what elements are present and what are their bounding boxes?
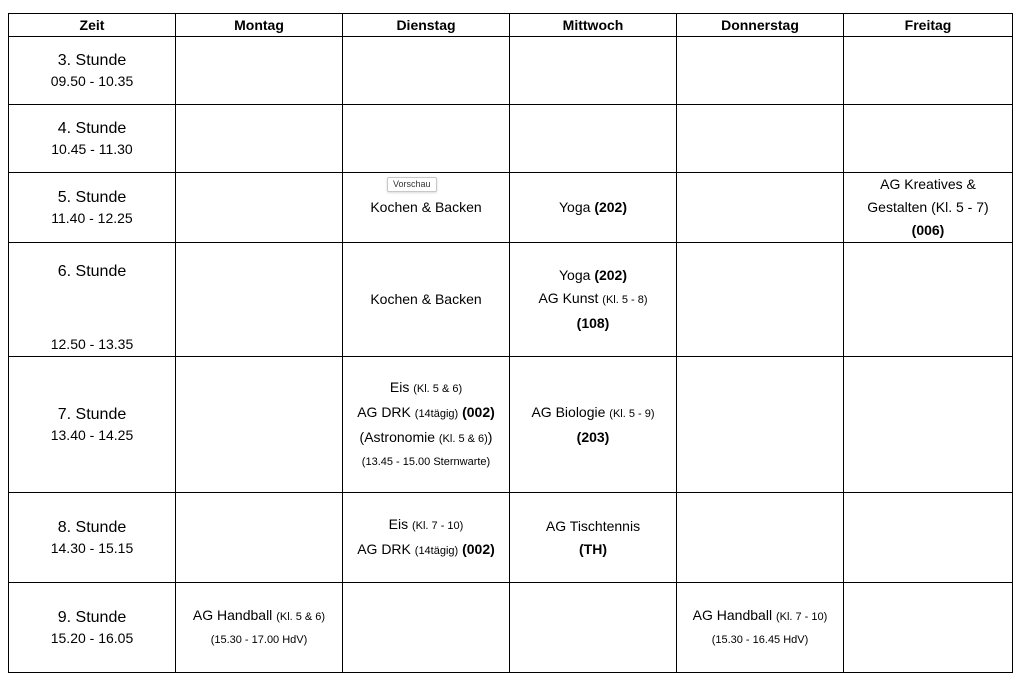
time-cell	[9, 583, 176, 673]
course-time-note: (15.30 - 17.00 HdV)	[210, 634, 308, 646]
time-cell	[9, 243, 176, 357]
cell-mittwoch	[510, 493, 677, 583]
class-range: (Kl. 5 - 9)	[609, 407, 655, 420]
cell-donnerstag	[677, 493, 844, 583]
cell-dienstag	[343, 493, 510, 583]
cell-donnerstag	[677, 37, 844, 105]
cell-montag	[176, 243, 343, 357]
timetable	[8, 13, 1013, 673]
row-period-7	[9, 357, 1013, 493]
room-number: (006)	[911, 222, 945, 238]
cell-dienstag	[343, 37, 510, 105]
period-time: 13.40 - 14.25	[50, 427, 134, 443]
course-name: Yoga	[559, 199, 591, 215]
cell-donnerstag	[677, 105, 844, 173]
period-time: 14.30 - 15.15	[50, 540, 134, 556]
class-range: (Kl. 7 - 10)	[775, 611, 828, 623]
course-kochen-backen: Kochen & Backen	[370, 291, 482, 307]
row-period-8	[9, 493, 1013, 583]
cell-freitag	[844, 173, 1013, 243]
period-label: 5. Stunde	[57, 189, 127, 206]
header-mittwoch: Mittwoch	[510, 14, 677, 37]
course-name: AG DRK	[357, 540, 411, 557]
cell-freitag	[844, 583, 1013, 673]
period-label: 9. Stunde	[57, 609, 127, 626]
cell-freitag	[844, 105, 1013, 173]
frequency-note: (14tägig)	[414, 408, 459, 420]
header-row	[9, 14, 1013, 37]
cell-dienstag	[343, 583, 510, 673]
course-ag-drk	[345, 401, 507, 426]
cell-freitag	[844, 493, 1013, 583]
class-range: (Kl. 5 & 6)	[276, 611, 326, 623]
cell-donnerstag	[677, 173, 844, 243]
class-range: (Kl. 7 - 10)	[411, 519, 464, 532]
cell-montag	[176, 357, 343, 493]
course-ag-tischtennis: AG Tischtennis	[545, 517, 641, 534]
course-name: Eis	[389, 379, 410, 395]
cell-mittwoch	[510, 357, 677, 493]
course-astronomie: (Astronomie (Kl. 5 & 6))	[359, 429, 493, 445]
course-ag-handball	[679, 604, 841, 629]
row-period-4	[9, 105, 1013, 173]
period-label: 7. Stunde	[57, 406, 127, 423]
cell-freitag	[844, 357, 1013, 493]
course-name: AG Biologie	[531, 403, 606, 420]
course-ag-biologie	[512, 401, 674, 426]
header-zeit: Zeit	[9, 14, 176, 37]
room-number: (TH)	[579, 540, 607, 557]
time-cell	[9, 493, 176, 583]
time-cell	[9, 357, 176, 493]
cell-mittwoch	[510, 243, 677, 357]
time-cell	[9, 173, 176, 243]
cell-montag	[176, 105, 343, 173]
course-ag-kreatives-line2: Gestalten (Kl. 5 - 7)	[867, 199, 989, 215]
class-range: (Kl. 5 & 6)	[438, 433, 488, 445]
preview-tooltip: Vorschau	[387, 177, 437, 192]
period-time: 11.40 - 12.25	[51, 210, 133, 226]
course-yoga	[512, 196, 674, 219]
time-cell	[9, 105, 176, 173]
cell-mittwoch	[510, 173, 677, 243]
cell-donnerstag	[677, 583, 844, 673]
time-cell	[9, 37, 176, 105]
cell-donnerstag	[677, 357, 844, 493]
course-ag-kunst	[512, 287, 674, 312]
period-time: 12.50 - 13.35	[50, 336, 134, 352]
period-time: 15.20 - 16.05	[50, 630, 134, 646]
header-dienstag: Dienstag	[343, 14, 510, 37]
cell-mittwoch	[510, 583, 677, 673]
room-number: (002)	[462, 404, 495, 420]
course-name: Eis	[388, 515, 409, 532]
cell-mittwoch	[510, 105, 677, 173]
course-eis	[345, 376, 507, 401]
row-period-3	[9, 37, 1013, 105]
header-montag: Montag	[176, 14, 343, 37]
cell-dienstag	[343, 357, 510, 493]
class-range: (Kl. 5 - 8)	[602, 294, 648, 306]
course-ag-drk	[345, 538, 507, 563]
room-number: (202)	[594, 199, 627, 215]
room-number: (108)	[576, 315, 610, 331]
cell-freitag	[844, 243, 1013, 357]
room-number: (203)	[576, 428, 610, 445]
row-period-6	[9, 243, 1013, 357]
course-kochen-backen: Kochen & Backen	[370, 199, 482, 215]
course-time-note: (15.30 - 16.45 HdV)	[711, 634, 809, 646]
cell-donnerstag	[677, 243, 844, 357]
cell-dienstag	[343, 105, 510, 173]
course-name: AG Kunst	[538, 290, 599, 306]
cell-montag	[176, 493, 343, 583]
header-donnerstag: Donnerstag	[677, 14, 844, 37]
course-yoga	[512, 264, 674, 287]
period-label: 3. Stunde	[57, 52, 127, 69]
course-eis	[345, 513, 507, 538]
course-name: Yoga	[559, 267, 591, 283]
cell-montag	[176, 583, 343, 673]
period-time: 10.45 - 11.30	[51, 141, 133, 157]
period-label: 4. Stunde	[57, 120, 127, 137]
cell-mittwoch	[510, 37, 677, 105]
cell-dienstag	[343, 243, 510, 357]
room-number: (002)	[462, 540, 495, 557]
cell-montag	[176, 37, 343, 105]
course-ag-kreatives-line1: AG Kreatives &	[880, 176, 976, 192]
course-name: AG Handball	[692, 607, 773, 623]
row-period-9	[9, 583, 1013, 673]
period-label: 8. Stunde	[57, 519, 127, 536]
period-label: 6. Stunde	[57, 263, 127, 280]
cell-freitag	[844, 37, 1013, 105]
row-period-5	[9, 173, 1013, 243]
course-name: AG DRK	[357, 404, 411, 420]
header-freitag: Freitag	[844, 14, 1013, 37]
cell-dienstag	[343, 173, 510, 243]
cell-montag	[176, 173, 343, 243]
frequency-note: (14tägig)	[414, 544, 459, 557]
course-ag-handball	[178, 604, 340, 629]
room-number: (202)	[594, 267, 627, 283]
course-name: AG Handball	[192, 607, 273, 623]
class-range: (Kl. 5 & 6)	[413, 383, 463, 395]
course-time-note: (13.45 - 15.00 Sternwarte)	[361, 456, 491, 468]
period-time: 09.50 - 10.35	[50, 73, 134, 89]
